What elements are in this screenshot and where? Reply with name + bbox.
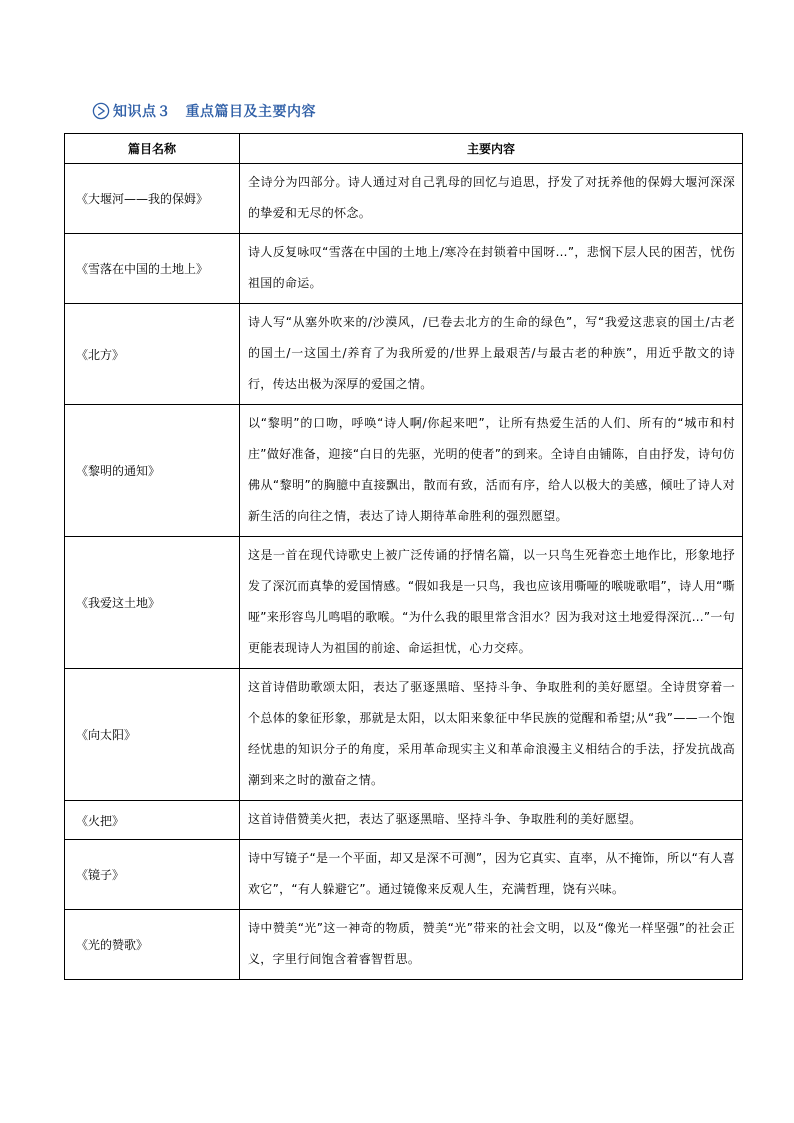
work-summary: 诗中写镜子“是一个平面，却又是深不可测”，因为它真实、直率，从不掩饰，所以“有人喜欢它”，“有人躲避它”。通过镜像来反观人生，充满哲理，饶有兴味。 [240, 840, 743, 910]
work-summary: 这首诗借赞美火把，表达了驱逐黑暗、坚持斗争、争取胜利的美好愿望。 [240, 801, 743, 840]
table-row [65, 304, 743, 405]
table-row [65, 537, 743, 669]
work-summary: 诗中赞美“光”这一神奇的物质，赞美“光”带来的社会文明，以及“像光一样坚强”的社会正义，字里行间饱含着睿智哲思。 [240, 910, 743, 980]
work-summary: 全诗分为四部分。诗人通过对自己乳母的回忆与追思，抒发了对抚养他的保姆大堰河深深的挚爱和无尽的怀念。 [240, 164, 743, 234]
work-summary: 这是一首在现代诗歌史上被广泛传诵的抒情名篇，以一只鸟生死眷恋土地作比，形象地抒发了深沉而真挚的爱国情感。“假如我是一只鸟，我也应该用嘶哑的喉咙歌唱”，诗人用“嘶哑”来形容鸟儿鸣唱的歌喉。“为什么我的眼里常含泪水？因为我对这土地爱得深沉…”一句更能表现诗人为祖国的前途、命运担忧，心力交瘁。 [240, 537, 743, 669]
content-table [64, 133, 743, 980]
work-title: 《我爱这土地》 [65, 537, 240, 669]
work-title: 《向太阳》 [65, 669, 240, 801]
work-summary: 诗人反复咏叹“雪落在中国的土地上/寒冷在封锁着中国呀…”，悲悯下层人民的困苦，忧伤祖国的命运。 [240, 234, 743, 304]
table-row [65, 840, 743, 910]
work-summary: 诗人写“从塞外吹来的/沙漠风，/已卷去北方的生命的绿色”，写“我爱这悲哀的国土/古老的国土/一这国土/养育了为我所爱的/世界上最艰苦/与最古老的种族”，用近乎散文的诗行，传达出极为深厚的爱国之情。 [240, 304, 743, 405]
table-row [65, 164, 743, 234]
table-row [65, 234, 743, 304]
header-content-column: 主要内容 [240, 134, 743, 164]
work-title: 《火把》 [65, 801, 240, 840]
work-title: 《雪落在中国的土地上》 [65, 234, 240, 304]
work-summary: 以“黎明”的口吻，呼唤“诗人啊/你起来吧”，让所有热爱生活的人们、所有的“城市和村庄”做好准备，迎接“白日的先驱，光明的使者”的到来。全诗自由铺陈，自由抒发，诗句仿佛从“黎明”的胸臆中直接飘出，散而有致，活而有序，给人以极大的美感，倾吐了诗人对新生活的向往之情，表达了诗人期待革命胜利的强烈愿望。 [240, 405, 743, 537]
section-title: 知识点３ 重点篇目及主要内容 [113, 104, 316, 120]
table-row [65, 669, 743, 801]
section-heading [92, 100, 316, 122]
table-header-row [65, 134, 743, 164]
header-title-column: 篇目名称 [65, 134, 240, 164]
work-title: 《黎明的通知》 [65, 405, 240, 537]
work-title: 《光的赞歌》 [65, 910, 240, 980]
play-circle-icon [92, 102, 110, 120]
work-title: 《大堰河——我的保姆》 [65, 164, 240, 234]
work-summary: 这首诗借助歌颂太阳，表达了驱逐黑暗、坚持斗争、争取胜利的美好愿望。全诗贯穿着一个总体的象征形象，那就是太阳，以太阳来象征中华民族的觉醒和希望;从“我”——一个饱经忧患的知识分子的角度，采用革命现实主义和革命浪漫主义相结合的手法，抒发抗战高潮到来之时的激奋之情。 [240, 669, 743, 801]
table-row [65, 910, 743, 980]
table-row [65, 801, 743, 840]
work-title: 《北方》 [65, 304, 240, 405]
table-row [65, 405, 743, 537]
work-title: 《镜子》 [65, 840, 240, 910]
